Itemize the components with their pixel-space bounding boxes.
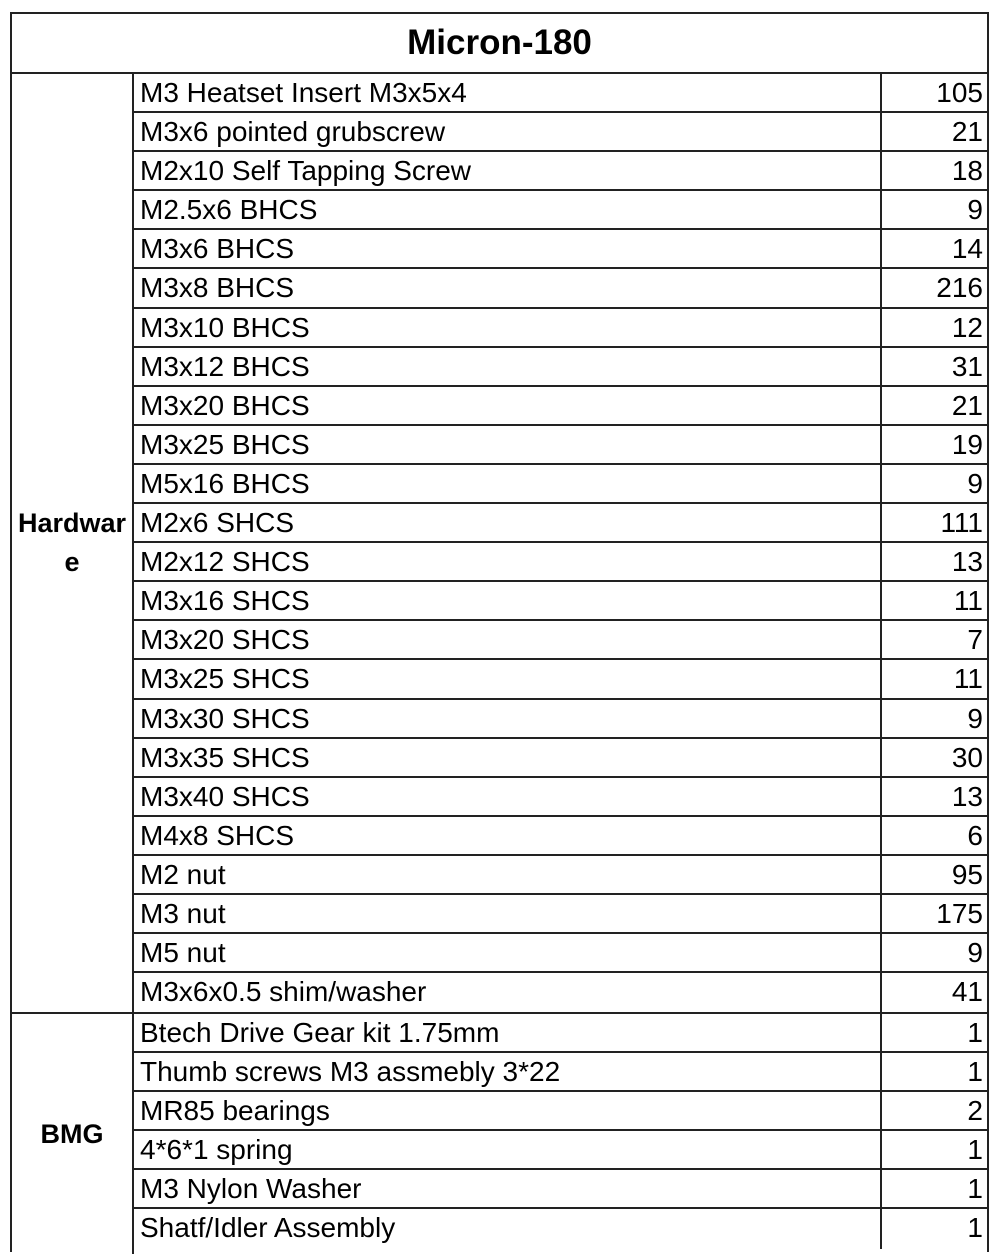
category-label: BMG — [12, 1014, 134, 1254]
table-row — [134, 191, 987, 230]
item-name: M4x8 SHCS — [134, 817, 882, 854]
item-quantity: 13 — [951, 546, 983, 578]
item-name: M2x10 Self Tapping Screw — [134, 152, 882, 189]
table-row — [134, 660, 987, 699]
item-quantity: 14 — [951, 233, 983, 265]
item-name: M3x40 SHCS — [134, 778, 882, 815]
item-quantity: 41 — [951, 976, 983, 1008]
table-row — [134, 152, 987, 191]
item-quantity: 30 — [951, 741, 983, 773]
item-quantity: 18 — [951, 155, 983, 187]
item-name: M3x25 SHCS — [134, 660, 882, 697]
item-quantity: 1 — [967, 1017, 983, 1048]
item-name: M3x16 SHCS — [134, 582, 882, 619]
table-row — [134, 778, 987, 817]
item-name: 4*6*1 spring — [134, 1131, 882, 1168]
item-quantity: 21 — [951, 116, 983, 148]
table-row — [134, 973, 987, 1012]
table-row — [134, 582, 987, 621]
table-row — [134, 113, 987, 152]
item-quantity: 1 — [967, 1134, 983, 1166]
item-name: M3 Heatset Insert M3x5x4 — [134, 74, 882, 111]
table-row — [134, 269, 987, 308]
table-row — [134, 700, 987, 739]
item-quantity: 95 — [951, 858, 983, 890]
item-name: M3 Nylon Washer — [134, 1170, 882, 1207]
item-name: M3x8 BHCS — [134, 269, 882, 306]
item-name: M3x20 BHCS — [134, 387, 882, 424]
table-row — [134, 1131, 987, 1170]
table-row — [134, 1053, 987, 1092]
item-quantity: 13 — [951, 780, 983, 812]
table-row — [134, 895, 987, 934]
table-row — [134, 543, 987, 582]
item-quantity: 1 — [967, 1056, 983, 1088]
item-quantity: 11 — [953, 585, 983, 617]
item-name: M5x16 BHCS — [134, 465, 882, 502]
table-row — [134, 230, 987, 269]
table-row — [134, 348, 987, 387]
table-row — [134, 504, 987, 543]
item-name: M3x30 SHCS — [134, 700, 882, 737]
item-quantity: 9 — [967, 702, 983, 734]
table-row — [134, 74, 987, 113]
item-quantity: 7 — [967, 624, 983, 656]
item-name: M2x6 SHCS — [134, 504, 882, 541]
item-name: M3 nut — [134, 895, 882, 932]
item-quantity: 105 — [936, 77, 983, 108]
table-row — [134, 426, 987, 465]
item-quantity: 9 — [967, 467, 983, 499]
item-name: M3x35 SHCS — [134, 739, 882, 776]
item-name: M2.5x6 BHCS — [134, 191, 882, 228]
table-row — [134, 309, 987, 348]
item-name: M3x20 SHCS — [134, 621, 882, 658]
table-row — [134, 1092, 987, 1131]
item-quantity: 6 — [967, 819, 983, 851]
item-quantity: 216 — [936, 272, 983, 304]
item-quantity: 2 — [967, 1095, 983, 1127]
item-quantity: 9 — [967, 194, 983, 226]
item-name: M2x12 SHCS — [134, 543, 882, 580]
table-row — [134, 1170, 987, 1209]
table-title: Micron-180 — [12, 14, 987, 74]
table-row — [134, 1014, 987, 1053]
item-name: M2 nut — [134, 856, 882, 893]
item-name: M3x25 BHCS — [134, 426, 882, 463]
table-row — [134, 1209, 987, 1248]
item-rows — [134, 74, 987, 1012]
item-name: Btech Drive Gear kit 1.75mm — [134, 1014, 882, 1051]
table-row — [134, 934, 987, 973]
item-name: M3x6x0.5 shim/washer — [134, 973, 882, 1012]
item-rows — [134, 1014, 987, 1249]
table-row — [134, 856, 987, 895]
item-quantity: 9 — [967, 937, 983, 969]
table-row — [134, 621, 987, 660]
table-row — [134, 817, 987, 856]
item-name: Shatf/Idler Assembly — [134, 1209, 882, 1248]
item-quantity: 111 — [940, 507, 983, 539]
table-row — [134, 387, 987, 426]
table-row — [134, 739, 987, 778]
item-quantity: 19 — [951, 428, 983, 460]
category-label: Hardware — [12, 74, 134, 1012]
item-quantity: 21 — [951, 389, 983, 421]
item-quantity: 175 — [936, 897, 983, 929]
item-name: M3x6 BHCS — [134, 230, 882, 267]
section-hardware — [12, 74, 987, 1014]
item-quantity: 31 — [951, 350, 983, 382]
item-quantity: 1 — [967, 1212, 983, 1244]
item-name: M5 nut — [134, 934, 882, 971]
item-name: Thumb screws M3 assmebly 3*22 — [134, 1053, 882, 1090]
item-quantity: 11 — [953, 663, 983, 695]
item-name: M3x10 BHCS — [134, 309, 882, 346]
item-quantity: 12 — [951, 311, 983, 343]
section-bmg — [12, 1014, 987, 1254]
item-quantity: 1 — [967, 1173, 983, 1205]
item-name: M3x12 BHCS — [134, 348, 882, 385]
table-row — [134, 465, 987, 504]
item-name: M3x6 pointed grubscrew — [134, 113, 882, 150]
parts-table — [10, 12, 989, 1252]
item-name: MR85 bearings — [134, 1092, 882, 1129]
